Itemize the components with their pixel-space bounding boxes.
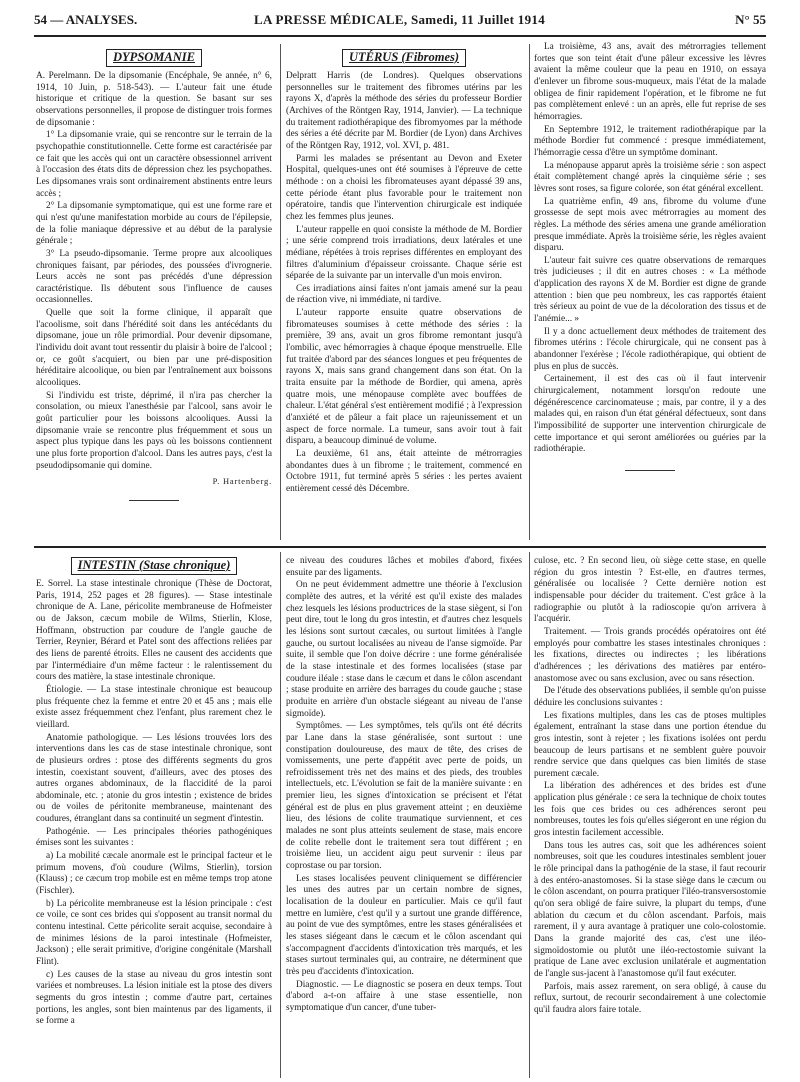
paragraph: ce niveau des coudures lâches et mobiles d'abord, fixées ensuite par des ligaments. — [286, 556, 522, 578]
paragraph: L'auteur rapporte ensuite quatre observations de fibromateuses soumises à cette méthode des séries : la première, 39 ans, avait un gros fibrome remontant jusqu'à l'ombilic, avec hémorragies à chaque époque menstruelle. Elle fut traitée d'abord par des séances longues et peu fréquentes de rayons X, mais sans grand changement dans son état. On la traita ensuite par la méthode de Bordier, qui amena, après quatre mois, une ménopause complète avec bouffées de chaleur. L'état général s'est entièrement modifié ; à l'expression d'anxiété et de pâleur a fait place un rajeunissement et un aspect de force normale. La tumeur, sans avoir tout à fait disparu, a beaucoup diminué de volume. — [286, 308, 522, 447]
paragraph: La troisième, 43 ans, avait des métrorragies tellement fortes que son teint était d'une pâleur excessive les lèvres avaient la même couleur que la peau en 1910, on essaya d'enlever un fibrome sous-muqueux, mais l'état de la malade obligea de finir rapidement l'opération, et le fibrome ne fut pas complètement enlevé : un an après, elle fut reprise de ses hémorragies. — [534, 42, 766, 122]
paragraph: Parmi les malades se présentant au Devon and Exeter Hospital, quelques-unes ont été soumises à l'épreuve de cette méthode : on a choisi les fibromateuses ayant dépassé 39 ans, cette période étant plus favorable pour le traitement non opératoire, tandis que l'intervention chirurgicale est indiquée chez les femmes plus jeunes. — [286, 153, 522, 222]
paragraph: Les stases localisées peuvent cliniquement se différencier les unes des autres par un certain nombre de signes, localisation de la douleur en particulier. Mais ce qu'il faut mettre en lumière, c'est qu'il y a surtout une grande différence, au point de vue des symptômes, entre les stases généralisées et les stases siégeant dans le cæcum et le côlon ascendant qui s'accompagnent d'accidents d'intoxication très marqués, et les stases surtout terminales qui, au contraire, ne déterminent que très peu d'accidents d'intoxication. — [286, 873, 522, 977]
end-divider — [129, 500, 179, 501]
paragraph: E. Sorrel. La stase intestinale chronique (Thèse de Doctorat, Paris, 1914, 252 pages et 28 figures). — Stase intestinale chronique de A. Lane, péricolite membraneuse de Hofmeister ou de Jakson, cæcum mobile de Wilms, Stierlin, Klose, Hoffmann, obstruction par coudure de l'angle gauche de Terrier, Reynier, Bérard et Patel sont des affections reliées par des liens de parenté étroits. Elles ne causent des accidents que par l'intermédiaire d'un même facteur : le ralentissement du cours des matière, la stase intestinale chronique. — [36, 579, 272, 683]
article-intestin — [36, 556, 272, 1078]
column-rule — [280, 44, 281, 540]
column-rule — [280, 552, 281, 1078]
author-signature: P. Hartenberg. — [212, 476, 272, 487]
paragraph: Quelle que soit la forme clinique, il apparaît que l'acoolisme, soit dans l'hérédité soit dans les antécédants du dipsomane, joue un rôle primordial. Pour devenir dipsomane, l'individu doit avant tout ressentir du plaisir à boire de l'alcool ; or, ce goût s'acquiert, ou bien par une pré-disposition héréditaire alcoolique, ou bien par l'entraînement aux boissons alcooliques. — [36, 308, 272, 389]
paragraph: La quatrième enfin, 49 ans, fibrome du volume d'une grossesse de sept mois avec métrorragies au moment des règles. La méthode des séries amena une grande amélioration presque immédiate. Après la troisième série, les règles avaient disparu. — [534, 196, 766, 254]
paragraph: Pathogénie. — Les principales théories pathogéniques émises sont les suivantes : — [36, 826, 272, 849]
article-dypsomanie — [36, 48, 272, 540]
journal-title: LA PRESSE MÉDICALE, Samedi, 11 Juillet 1914 — [254, 12, 545, 27]
header-rule — [34, 35, 766, 37]
issue-number: N° 55 — [735, 12, 766, 27]
paragraph: Certainement, il est des cas où il faut intervenir chirurgicalement, notamment lorsqu'on redoute une dégénérescence carcinomateuse ; mais, par contre, il y a des malades qui, en raison d'un état général défectueux, sont dans l'impossibilité de supporter une intervention chirurgicale de cette importance et qui seront améliorées ou guéries par la radiothérapie. — [534, 374, 766, 455]
page-header — [34, 12, 766, 32]
paragraph: culose, etc. ? En second lieu, où siège cette stase, en quelle région du gros intestin ? Est-elle, en d'autres termes, généralisée ou localisée ? Cette dernière notion est indispensable pour décider du traitement. C'est grâce à la radiographie ou plutôt à la radioscopie qu'on arrivera à l'acquérir. — [534, 556, 766, 625]
page-number-section: 54 — ANALYSES. — [34, 12, 138, 27]
paragraph: Parfois, mais assez rarement, on sera obligé, à cause du reflux, surtout, de recourir secondairement à une colectomie qu'il faudra alors faire totale. — [534, 981, 766, 1015]
paragraph: De l'étude des observations publiées, il semble qu'on puisse déduire les conclusions suivantes : — [534, 686, 766, 708]
paragraph: Si l'individu est triste, déprimé, il n'ira pas chercher la consolation, ou mieux l'anesthésie par l'alcool, sans avoir le goût particulier pour les boissons alcooliques. Aussi la dipsomanie vraie se rencontre plus fréquemment et sous un aspect plus typique dans les pays où les boissons contiennent une plus forte proportion d'alcool. Dans les autres pays, c'est la pseudodipsomanie qui domine. — [36, 390, 272, 471]
paragraph: c) Les causes de la stase au niveau du gros intestin sont variées et nombreuses. La lésion initiale est la ptose des divers segments du gros intestin ; comme d'autre part, certaines portions, les angles, sont bien maintenus par des ligaments, il se forme a — [36, 969, 272, 1027]
paragraph: L'auteur fait suivre ces quatre observations de remarques très judicieuses ; il dit en autres choses : « La méthode d'application des rayons X de M. Bordier est digne de grande attention : bien que peu nombreux, les cas rapportés étaient très sérieux au point de vue de la décoloration des tissus et de l'anémie... » — [534, 255, 766, 325]
end-divider — [625, 470, 675, 471]
paragraph: La libération des adhérences et des brides est d'une application plus générale : ce sera la technique de choix toutes les fois que ces brides ou ces adhérences seront peu nombreuses, toutes les fois qu'elles siégeront en une région du gros intestin facilement accessible. — [534, 781, 766, 839]
paragraph: a) La mobilité cæcale anormale est le principal facteur et le primum movens, d'où coudure (Wilms, Stierlin), torsion (Klauss) ; ce cæcum trop mobile est en même temps trop atone (Fischler). — [36, 851, 272, 897]
paragraph: La deuxième, 61 ans, était atteinte de métrorragies abondantes dues à un fibrome ; le traitement, commencé en Octobre 1911, fut terminé après 5 séries : les pertes avaient entièrement cessé dès Décembre. — [286, 449, 522, 494]
paragraph: 1° La dipsomanie vraie, qui se rencontre sur le terrain de la psychopathie constitutionnelle. Cette forme est caractérisée par ce fait que les accès qui ont un caractère obsessionnel arrivent à l'occasion des états dits de dépression chez les psychopathes. Les dipsomanes vrais sont ordinairement abstinents entre leurs accès ; — [36, 130, 272, 199]
paragraph: 3° La pseudo-dipsomanie. Terme propre aux alcooliques chroniques faisant, par périodes, des poussées d'ivrognerie. Leurs accès ne sont pas précédés d'une dépression caractéristique. Ils débutent sous l'influence de causes occasionnelles. — [36, 248, 272, 306]
paragraph: A. Perelmann. De la dipsomanie (Encéphale, 9e année, n° 6, 1914, 10 Juin, p. 518-543). — L'auteur fait une étude historique et critique de la question. Se basant sur ses observations personnelles, il propose de distinguer trois formes de dipsomanie : — [36, 71, 272, 128]
paragraph: L'auteur rappelle en quoi consiste la méthode de M. Bordier ; une série comprend trois irradiations, deux latérales et une médiane, répétées à trois reprises différentes en employant des filtres d'aluminium d'épaisseur croissante. Chaque série est séparée de la suivante par un intervalle d'un mois environ. — [286, 224, 522, 282]
paragraph: Dans tous les autres cas, soit que les adhérences soient nombreuses, soit que les coudures intestinales semblent jouer le rôle principal dans la pathogénie de la stase, il faut recourir à des entéro-anastomoses. Si la stase siège dans le cæcum ou le côlon ascendant, on pourra pratiquer l'iléo-transversostomie qu'on sera obligé de faire suivre, la plupart du temps, d'une ablation du cæcum et du côlon ascendant. Parfois, mais rarement, il y aura avantage à pratiquer une colo-colostomie. Dans la grande majorité des cas, c'est une iléo-sigmoïdostomie ou plutôt une iléo-rectostomie suivant la pratique de Lane avec exclusion unilatérale et augmentation de l'angle sus-jacent à l'anastomose qu'il faut exécuter. — [534, 840, 766, 979]
paragraph: Symptômes. — Les symptômes, tels qu'ils ont été décrits par Lane dans la stase généralisée, sont surtout : une constipation douloureuse, des maux de tête, des crises de vomissements, une perte d'appétit avec perte de poids, un refroidissement très net des mains et des pieds, des troubles intellectuels, etc. L'évolution se fait de la manière suivante : en premier lieu, les signes d'intoxication se précisent et l'état général est de plus en plus gravement atteint ; en deuxième lieu, des lésions de colite traumatique surviennent, et ces malades ne sont plus atteints seulement de stase, mais encore de colite rebelle dont le traitement sera tout différent ; en troisième lieu, un accident aigu peut survenir : ileus par coprostase ou par torsion. — [286, 721, 522, 872]
paragraph: Anatomie pathologique. — Les lésions trouvées lors des interventions dans les cas de stase intestinale chronique, sont de plusieurs ordres : ptose des différents segments du gros intestin, coexistant souvent, d'ailleurs, avec des ptoses des autres organes abdominaux, de la flaccidité de la paroi abdominale, etc. ; atonie du gros intestin ; existence de brides ou de voiles de péritonite membraneuse, maintenant des coudures, étranglant dans sa continuité un segment d'intestin. — [36, 732, 272, 825]
article-uterus — [286, 48, 522, 540]
paragraph: On ne peut évidemment admettre une théorie à l'exclusion complète des autres, et la vérité est qu'il existe des malades chez lesquels les lésions productrices de la stase siègent, si l'on peut dire, tout le long du gros intestin, et d'autres chez lesquels les lésions sont surtout cæcales, ou surtout limitées à l'angle gauche, ou surtout localisées au niveau de l'anse sigmoïde. Par suite, il semble que l'on doive décrire : une forme généralisée de la stase intestinale et des formes localisées (stase par coudure iléale : stase dans le cæcum et dans le côlon ascendant ; stase produite en arrière des barrages du coude gauche ; stase produite en arrière d'un obstacle siégeant au niveau de l'anse sigmoïde). — [286, 580, 522, 719]
paragraph: En Septembre 1912, le traitement radiothérapique par la méthode Bordier fut commencé : presque immédiatement, l'hémorragie cessa d'être un symptôme dominant. — [534, 124, 766, 158]
paragraph: Traitement. — Trois grands procédés opératoires ont été employés pour combattre les stases intestinales chroniques : les fixations, directes ou indirectes ; les libérations d'adhérences ; les dérivations des matières par entéro-anastomose avec ou sans exclusion, avec ou sans résection. — [534, 626, 766, 684]
paragraph: 2° La dipsomanie symptomatique, qui est une forme rare et qui n'est qu'une manifestation morbide au cours de l'épilepsie, de la folie maniaque dépressive et au début de la paralysie générale ; — [36, 201, 272, 247]
section-heading: DYPSOMANIE — [106, 49, 202, 67]
column-rule — [529, 552, 530, 1078]
section-heading: UTÉRUS (Fibromes) — [342, 49, 466, 67]
paragraph: b) La péricolite membraneuse est la lésion principale : c'est ce voile, ce sont ces brides qui s'opposent au transit normal du contenu intestinal. Cette péricolite serait acquise, secondaire à de minimes lésions de la paroi intestinale (Hofmeister, Jackson) ; elle serait primitive, d'origine congénitale (Marshall Flint). — [36, 898, 272, 967]
paragraph: La ménopause apparut après la troisième série : son aspect était complètement changé après la cinquième série ; ses lèvres sont roses, sa figure colorée, son état général excellent. — [534, 160, 766, 194]
paragraph: Étiologie. — La stase intestinale chronique est beaucoup plus fréquente chez la femme et entre 20 et 45 ans ; mais elle existe assez fréquemment chez l'enfant, plus rarement chez le vieillard. — [36, 684, 272, 730]
paragraph: Diagnostic. — Le diagnostic se posera en deux temps. Tout d'abord a-t-on affaire à une stase essentielle, non symptomatique d'un cancer, d'une tuber- — [286, 979, 522, 1013]
paragraph: Delpratt Harris (de Londres). Quelques observations personnelles sur le traitement des fibromes utérins par les rayons X, d'après la méthode des séries du professeur Bordier (Archives of the Röntgen Ray, 1914, Janvier). — La technique du traitement radiothérapique des fibromyomes par la méthode des séries a été décrite par M. Bordier (de Lyon) dans Archives of the Röntgen Ray, 1912, vol. XVI, p. 481. — [286, 71, 522, 151]
column-rule — [529, 44, 530, 540]
paragraph: Les fixations multiples, dans les cas de ptoses multiples également, entraînant la stase dans une portion étendue du gros intestin, sont à rejeter ; les fixations isolées ont perdu beaucoup de leurs partisans et ne semblent guère pouvoir rendre service que dans quelques cas bien limités de stase purement cæcale. — [534, 710, 766, 779]
article-uterus-continued — [534, 42, 766, 540]
article-intestin-col3 — [534, 556, 766, 1078]
section-heading: INTESTIN (Stase chronique) — [71, 557, 238, 575]
paragraph: Il y a donc actuellement deux méthodes de traitement des fibromes utérins : l'école chirurgicale, qui ne consent pas à abandonner l'exérèse ; l'école radiothérapique, qui obtient de plus en plus de succès. — [534, 326, 766, 372]
paragraph: Ces irradiations ainsi faites n'ont jamais amené sur la peau de réaction vive, ni immédiate, ni tardive. — [286, 283, 522, 306]
section-rule — [34, 546, 766, 548]
article-intestin-col2 — [286, 556, 522, 1078]
